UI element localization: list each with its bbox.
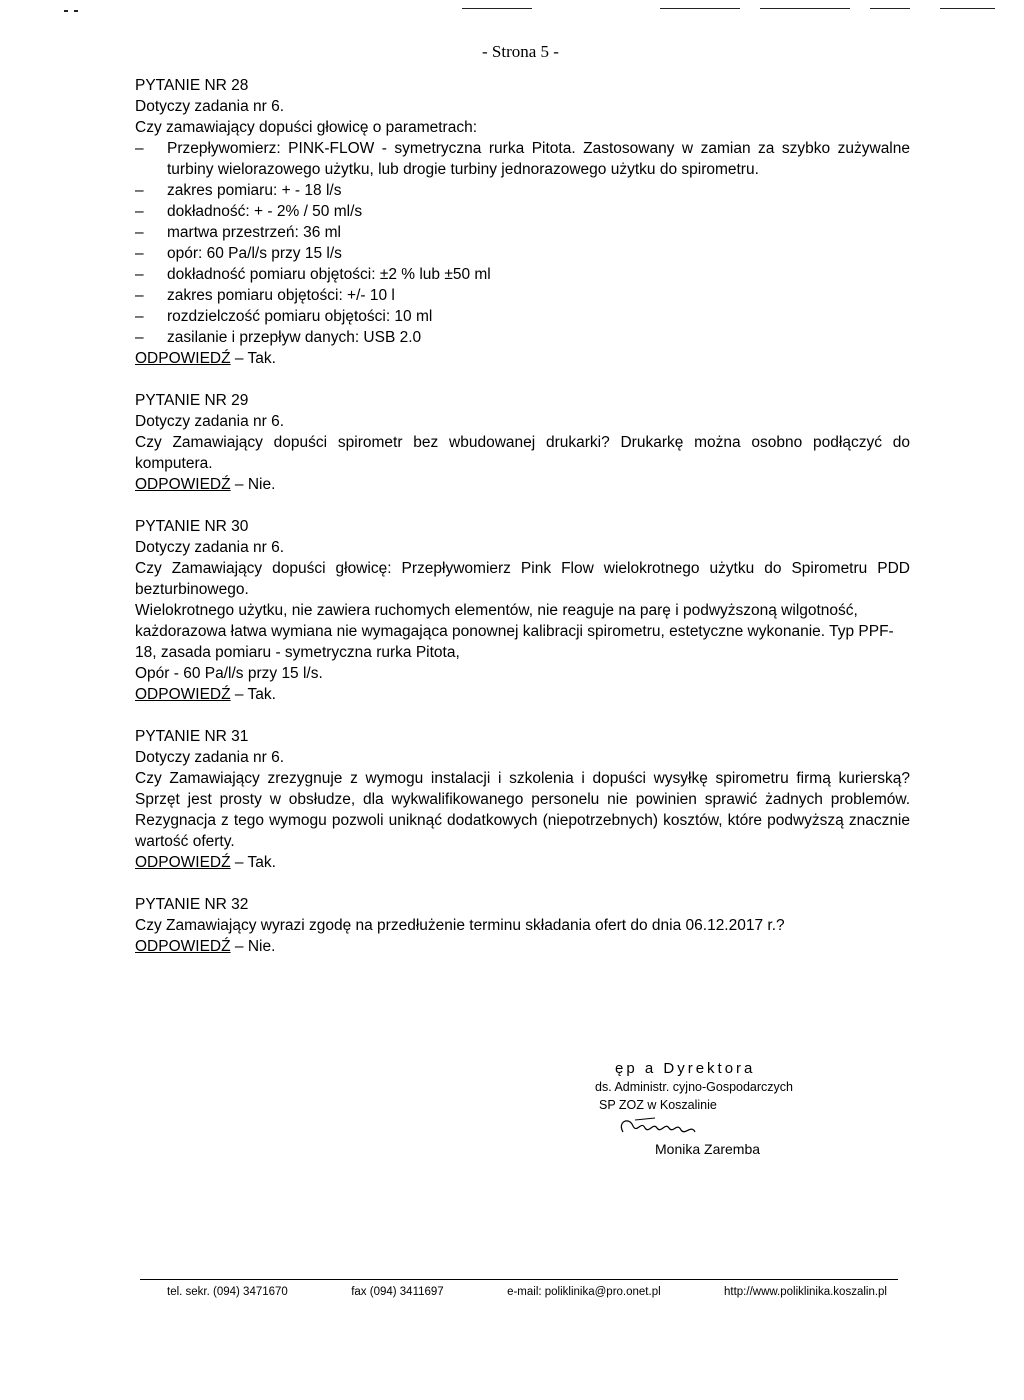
answer-value: – Tak. [230, 686, 276, 703]
scan-artifact [940, 8, 995, 9]
answer-value: – Tak. [230, 854, 276, 871]
question-28 [135, 75, 910, 369]
parameter-item: – zakres pomiaru objętości: +/- 10 l [135, 285, 910, 306]
question-30 [135, 516, 910, 705]
question-title: PYTANIE NR 31 [135, 728, 249, 745]
question-details: Wielokrotnego użytku, nie zawiera ruchomych elementów, nie reaguje na parę i podwyższoną wilgotność, każdorazowa łatwa wymiana nie wymagająca ponownej kalibracji spirometru, estetyczne wykonanie. Typ PPF-18, zasada pomiaru - symetryczna rurka Pitota, [135, 602, 894, 661]
answer-label: ODPOWIEDŹ [135, 350, 231, 367]
parameter-item: – martwa przestrzeń: 36 ml [135, 222, 910, 243]
question-task: Dotyczy zadania nr 6. [135, 98, 285, 115]
question-text: Czy zamawiający dopuści głowicę o parametrach: [135, 119, 478, 136]
footer-divider [140, 1279, 898, 1280]
answer-label: ODPOWIEDŹ [135, 938, 231, 955]
handwritten-signature [595, 1114, 855, 1140]
signatory-name: Monika Zaremba [655, 1141, 761, 1157]
parameter-item: – rozdzielczość pomiaru objętości: 10 ml [135, 306, 910, 327]
parameter-item: – zasilanie i przepływ danych: USB 2.0 [135, 327, 910, 348]
question-task: Dotyczy zadania nr 6. [135, 749, 285, 766]
question-text: Czy Zamawiający wyrazi zgodę na przedłużenie terminu składania ofert do dnia 06.12.2017 r.? [135, 917, 785, 934]
answer [135, 474, 910, 495]
answer-value: – Nie. [230, 476, 276, 493]
question-31 [135, 726, 910, 873]
parameter-item: – dokładność pomiaru objętości: ±2 % lub ±50 ml [135, 264, 910, 285]
question-text: Czy Zamawiający dopuści spirometr bez wbudowanej drukarki? Drukarkę można osobno podłączyć do komputera. [135, 434, 910, 472]
scan-artifact [760, 8, 850, 9]
parameter-list [135, 138, 910, 348]
parameter-item: – opór: 60 Pa/l/s przy 15 l/s [135, 243, 910, 264]
signature-stamp [595, 1060, 855, 1158]
question-text: Czy Zamawiający zrezygnuje z wymogu instalacji i szkolenia i dopuści wysyłkę spirometru firmą kurierską? Sprzęt jest prosty w obsłudze, dla wykwalifikowanego personelu nie powinien sprawić żadnych problemów. Rezygnacja z tego wymogu pozwoli uniknąć dodatkowych (niepotrzebnych) kosztów, które podwyższą znacznie wartość oferty. [135, 770, 910, 850]
answer-label: ODPOWIEDŹ [135, 686, 231, 703]
answer-value: – Tak. [230, 350, 276, 367]
scan-artifact [660, 8, 740, 9]
question-task: Dotyczy zadania nr 6. [135, 413, 285, 430]
question-32 [135, 894, 910, 957]
footer-contact [167, 1286, 887, 1298]
answer [135, 852, 910, 873]
page-number-header: - Strona 5 - [482, 42, 559, 61]
footer-fax: fax (094) 3411697 [351, 1286, 444, 1298]
question-details: Opór - 60 Pa/l/s przy 15 l/s. [135, 665, 323, 682]
answer [135, 936, 910, 957]
parameter-item: – dokładność: + - 2% / 50 ml/s [135, 201, 910, 222]
scan-artifact [462, 8, 532, 9]
parameter-item: – Przepływomierz: PINK-FLOW - symetryczna rurka Pitota. Zastosowany w zamian za szybko zużywalne turbiny wielorazowego użytku, lub drogie turbiny jednorazowego użytku do spirometru. [135, 138, 910, 180]
footer-email[interactable]: e-mail: poliklinika@pro.onet.pl [507, 1286, 661, 1298]
signature-title: ęp a Dyrektora [615, 1060, 756, 1077]
question-title: PYTANIE NR 30 [135, 518, 249, 535]
answer [135, 684, 910, 705]
scan-artifact [64, 10, 68, 12]
scan-artifact [74, 10, 78, 12]
answer-label: ODPOWIEDŹ [135, 854, 231, 871]
question-title: PYTANIE NR 32 [135, 896, 249, 913]
signature-institution: SP ZOZ w Koszalinie [599, 1098, 717, 1112]
question-title: PYTANIE NR 29 [135, 392, 249, 409]
question-title: PYTANIE NR 28 [135, 77, 249, 94]
scan-artifact [870, 8, 910, 9]
question-29 [135, 390, 910, 495]
footer-phone: tel. sekr. (094) 3471670 [167, 1286, 288, 1298]
answer-label: ODPOWIEDŹ [135, 476, 231, 493]
answer-value: – Nie. [230, 938, 276, 955]
question-text: Czy Zamawiający dopuści głowicę: Przepływomierz Pink Flow wielokrotnego użytku do Spirometru PDD bezturbinowego. [135, 560, 910, 598]
document-body [135, 75, 910, 978]
footer-website[interactable]: http://www.poliklinika.koszalin.pl [724, 1286, 887, 1298]
signature-department: ds. Administr. cyjno-Gospodarczych [595, 1080, 793, 1094]
question-task: Dotyczy zadania nr 6. [135, 539, 285, 556]
parameter-item: – zakres pomiaru: + - 18 l/s [135, 180, 910, 201]
answer [135, 348, 910, 369]
